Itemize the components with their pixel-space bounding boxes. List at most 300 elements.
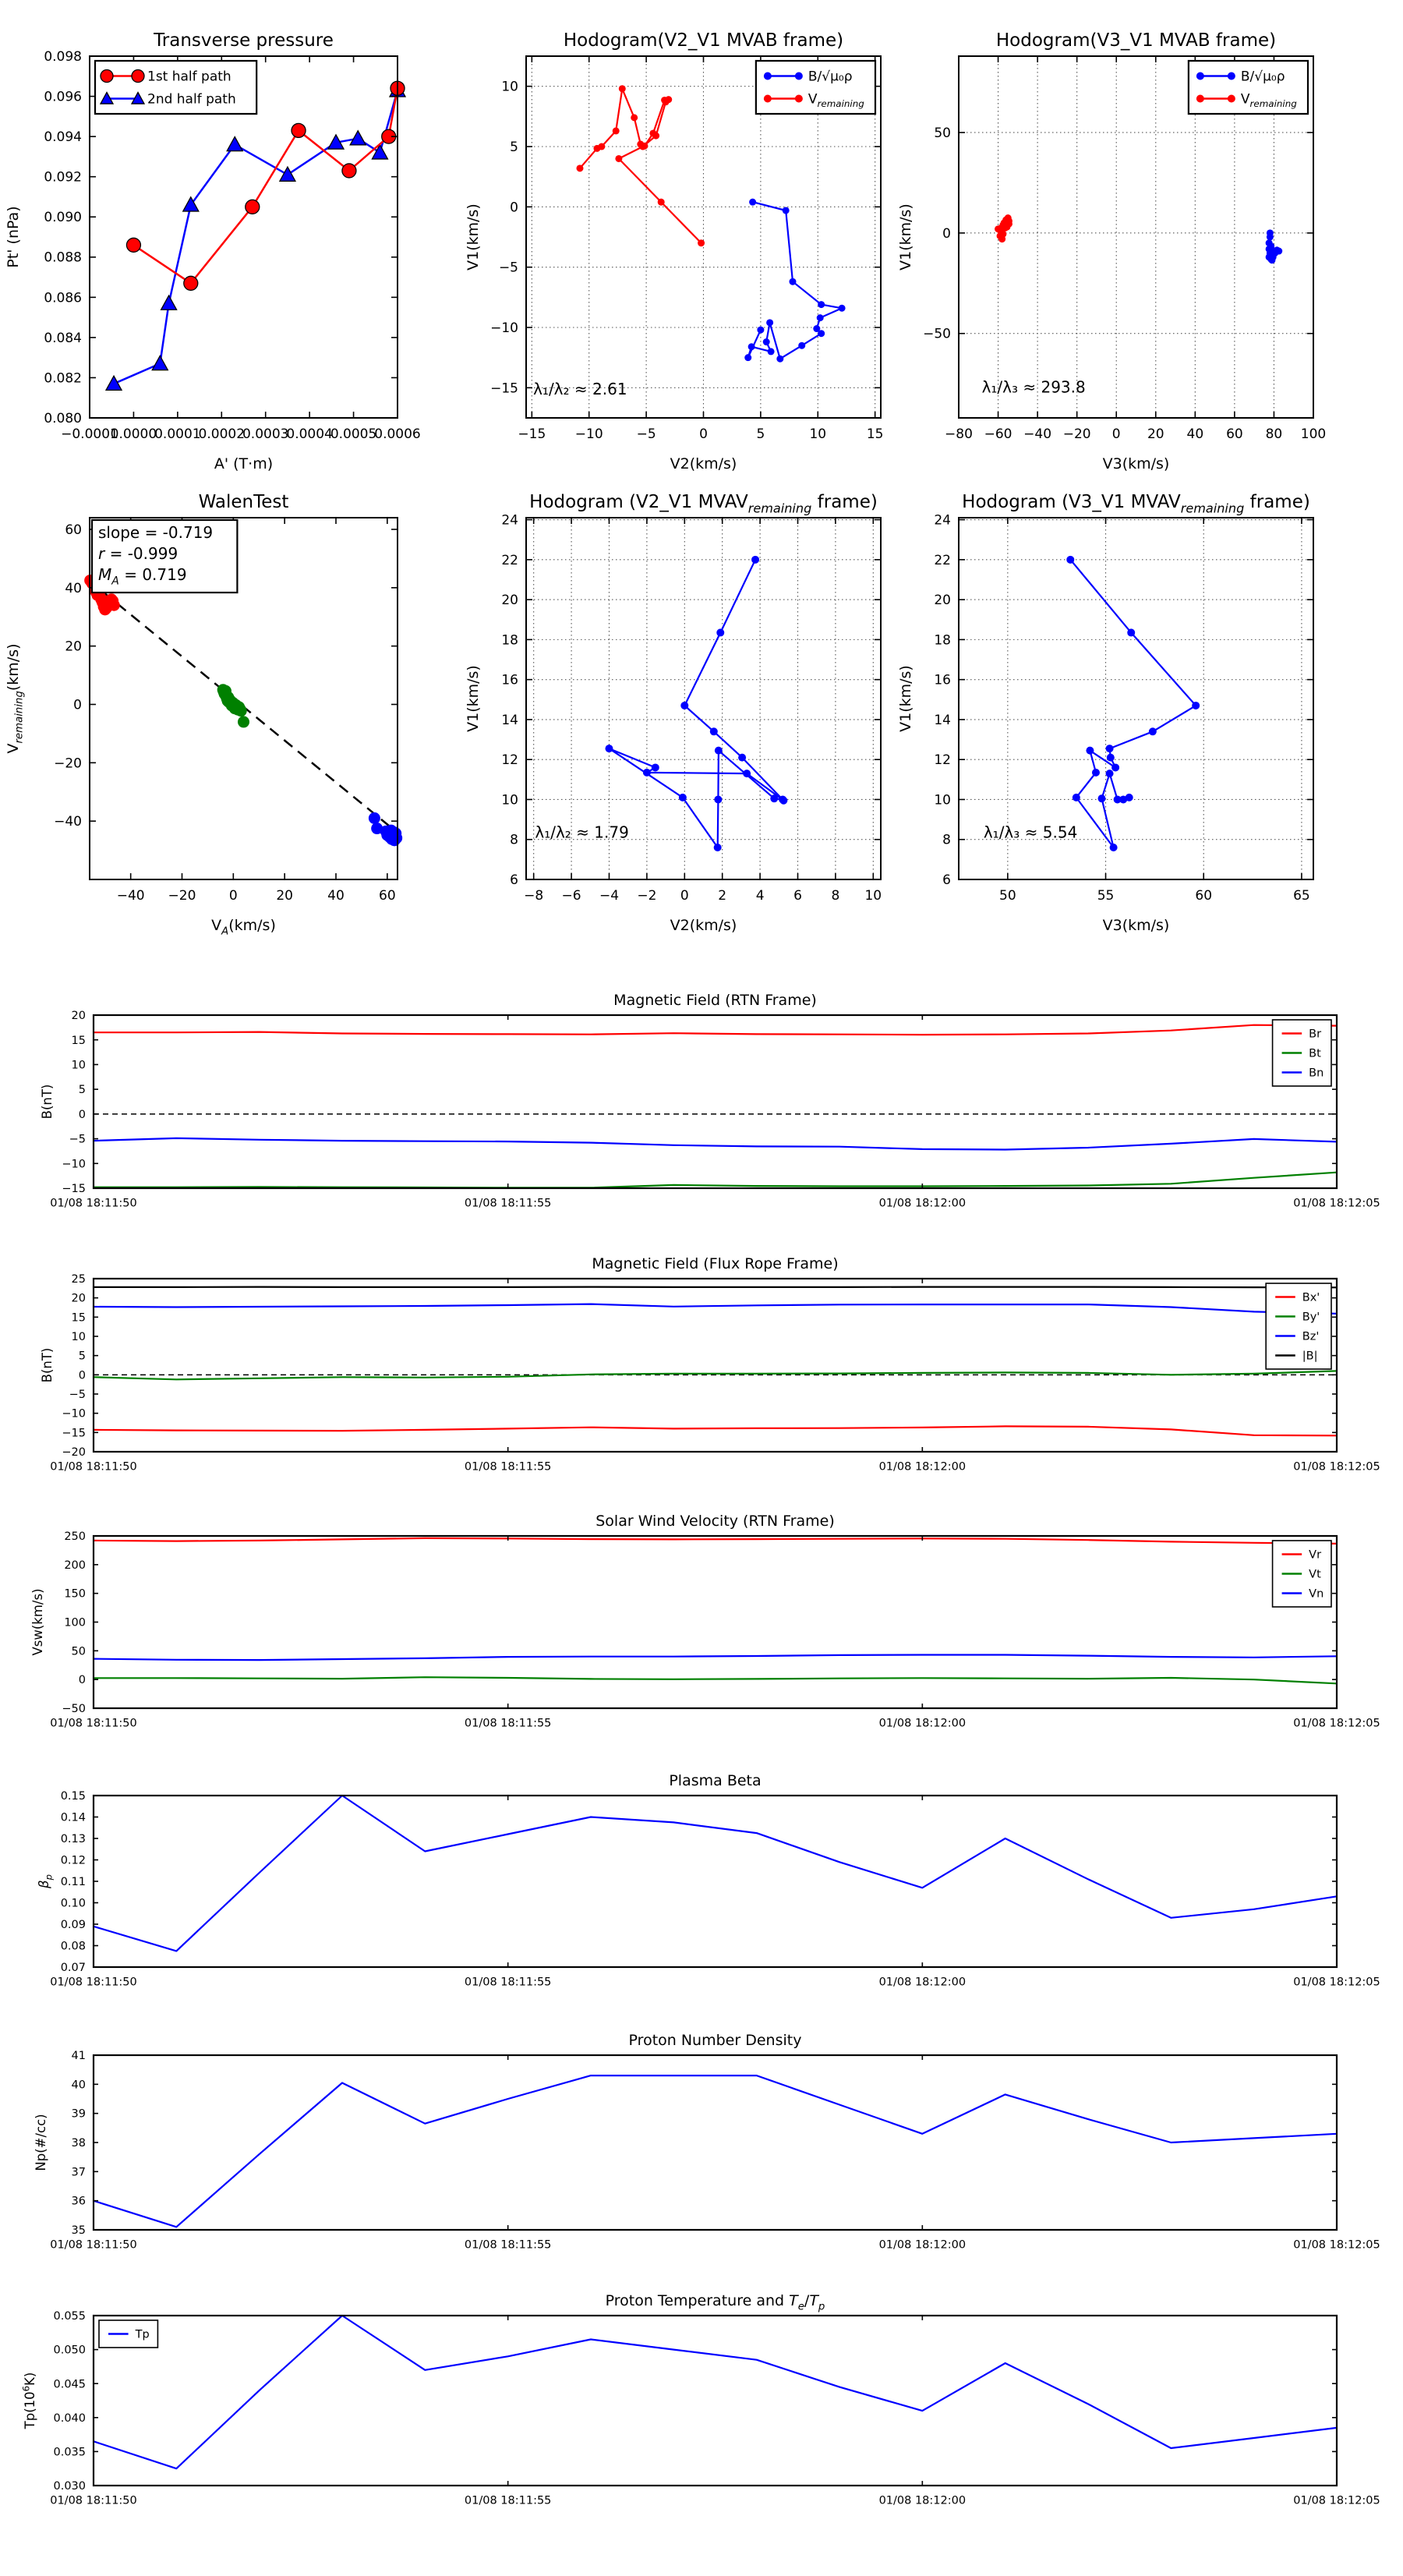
y-tick-label: 8	[942, 832, 951, 848]
x-tick-label: 5	[756, 426, 765, 442]
legend-label: Vr	[1309, 1548, 1322, 1562]
data-point-marker	[631, 114, 638, 121]
y-tick-label: 10	[71, 1059, 86, 1072]
x-tick-label: 01/08 18:12:05	[1293, 1460, 1380, 1474]
x-tick-label: −10	[574, 426, 603, 442]
stats-line: $M_A = 0.719$	[98, 565, 187, 588]
x-tick-label: −20	[168, 888, 196, 904]
legend-label: B/√μ₀ρ	[808, 69, 853, 85]
data-point-marker	[764, 73, 772, 80]
y-tick-label: 12	[934, 752, 951, 769]
data-point-marker	[1192, 702, 1200, 709]
legend-label: Vt	[1309, 1568, 1321, 1581]
y-tick-label: 10	[934, 792, 951, 809]
data-point-marker	[639, 143, 646, 150]
y-tick-label: 15	[71, 1034, 86, 1047]
lambda-ratio-annotation: λ₁/λ₃ ≈ 293.8	[981, 377, 1086, 397]
y-axis-label: $\beta_p$	[37, 1874, 55, 1888]
x-tick-label: 01/08 18:11:55	[464, 1197, 552, 1210]
y-tick-label: 24	[934, 512, 951, 529]
legend-label: Br	[1309, 1028, 1322, 1041]
y-tick-label: 0.098	[44, 48, 82, 65]
y-axis-label: Vsw(km/s)	[30, 1588, 45, 1656]
y-tick-label: −15	[62, 1183, 86, 1196]
data-point-marker	[101, 70, 113, 83]
y-axis-label: Pt' (nPa)	[5, 206, 22, 268]
legend	[95, 61, 256, 114]
y-tick-label: 15	[71, 1311, 86, 1325]
data-point-marker	[605, 745, 613, 752]
x-tick-label: 01/08 18:11:50	[50, 1976, 137, 1989]
data-point-marker	[1196, 73, 1204, 80]
x-tick-label: 60	[1226, 426, 1243, 442]
data-point-marker	[714, 844, 722, 851]
y-tick-label: 6	[942, 872, 951, 888]
y-tick-label: 16	[501, 672, 518, 688]
y-axis-label: V1(km/s)	[465, 665, 482, 732]
x-tick-label: −40	[116, 888, 145, 904]
data-point-marker	[1098, 794, 1106, 802]
x-tick-label: −15	[518, 426, 546, 442]
data-point-marker	[1196, 95, 1204, 103]
data-point-marker	[1110, 844, 1118, 851]
x-tick-label: 0.0002	[198, 426, 246, 442]
y-tick-label: 150	[64, 1587, 86, 1601]
x-tick-label: 01/08 18:12:00	[878, 1460, 967, 1474]
y-axis-label: $V_{remaining}(km/s)$	[5, 643, 26, 754]
y-tick-label: 0.15	[60, 1790, 86, 1803]
legend	[1189, 61, 1308, 114]
x-tick-label: 20	[276, 888, 293, 904]
legend-label: 2nd half path	[147, 91, 236, 108]
y-tick-label: 0.08	[60, 1940, 86, 1953]
data-point-marker	[716, 628, 724, 636]
x-tick-label: 0.0001	[154, 426, 201, 442]
legend	[1273, 1020, 1331, 1086]
legend-label: 1st half path	[147, 69, 231, 85]
data-point-marker	[1106, 770, 1114, 777]
x-tick-label: 60	[1195, 888, 1213, 904]
data-point-marker	[766, 319, 773, 326]
y-tick-label: −20	[54, 755, 82, 772]
y-tick-label: −15	[490, 380, 518, 397]
x-tick-label: −4	[599, 888, 620, 904]
legend-label: $V_{remaining}$	[808, 91, 864, 110]
y-tick-label: 0	[510, 200, 518, 216]
legend-label: $V_{remaining}$	[1240, 91, 1297, 110]
x-tick-label: 10	[809, 426, 827, 442]
y-tick-label: −5	[69, 1133, 86, 1146]
x-tick-label: 01/08 18:11:50	[50, 2494, 137, 2507]
y-tick-label: 0	[78, 1108, 86, 1121]
data-point-marker	[817, 314, 824, 321]
x-axis-label: V2(km/s)	[670, 455, 737, 472]
data-point-marker	[748, 343, 755, 350]
y-tick-label: 36	[71, 2195, 86, 2208]
data-point-marker	[342, 164, 356, 178]
legend-label: Tp	[135, 2328, 150, 2341]
y-tick-label: 0	[942, 225, 951, 242]
data-point-marker	[1002, 221, 1009, 228]
x-axis-label: V3(km/s)	[1102, 917, 1170, 934]
x-tick-label: 01/08 18:12:05	[1293, 2494, 1380, 2507]
x-tick-label: 50	[999, 888, 1016, 904]
y-tick-label: 50	[934, 125, 951, 141]
y-tick-label: 0.080	[44, 410, 82, 426]
x-tick-label: 01/08 18:11:55	[464, 2494, 552, 2507]
x-tick-label: 60	[379, 888, 396, 904]
data-point-marker	[108, 600, 120, 611]
x-tick-label: 01/08 18:11:55	[464, 1460, 552, 1474]
x-tick-label: −40	[1023, 426, 1052, 442]
data-point-marker	[749, 199, 756, 206]
data-point-marker	[698, 239, 705, 246]
x-tick-label: 4	[755, 888, 765, 904]
y-tick-label: −20	[62, 1446, 86, 1460]
y-axis-label: V1(km/s)	[897, 665, 914, 732]
legend-label: By'	[1302, 1311, 1320, 1324]
y-tick-label: 0.10	[60, 1897, 86, 1910]
lambda-ratio-annotation: λ₁/λ₃ ≈ 5.54	[983, 823, 1078, 842]
y-tick-label: 35	[71, 2224, 86, 2238]
legend-label: Vn	[1309, 1587, 1324, 1601]
x-tick-label: 20	[1147, 426, 1164, 442]
y-tick-label: 22	[501, 552, 518, 568]
y-tick-label: 0	[73, 697, 82, 713]
x-tick-label: 0	[699, 426, 708, 442]
x-tick-label: −2	[637, 888, 657, 904]
data-point-marker	[663, 98, 670, 105]
y-axis-label: V1(km/s)	[465, 203, 482, 271]
y-tick-label: 24	[501, 512, 518, 529]
data-point-marker	[1111, 763, 1119, 771]
y-tick-label: 10	[501, 792, 518, 809]
data-point-marker	[184, 276, 198, 290]
data-point-marker	[1268, 257, 1275, 264]
data-point-marker	[292, 123, 306, 137]
y-tick-label: 39	[71, 2107, 86, 2121]
x-tick-label: 40	[1186, 426, 1204, 442]
y-tick-label: 0.082	[44, 370, 82, 387]
x-tick-label: 01/08 18:11:55	[464, 1976, 552, 1989]
y-tick-label: 0	[78, 1674, 86, 1687]
lambda-ratio-annotation: λ₁/λ₂ ≈ 1.79	[535, 823, 629, 842]
x-tick-label: 01/08 18:12:05	[1293, 1717, 1380, 1730]
x-tick-label: 01/08 18:11:50	[50, 1197, 137, 1210]
y-tick-label: 0.12	[60, 1854, 86, 1867]
x-tick-label: 0	[680, 888, 689, 904]
data-point-marker	[132, 70, 144, 83]
data-point-marker	[779, 797, 787, 805]
data-point-marker	[710, 727, 718, 735]
y-tick-label: 0.094	[44, 129, 82, 146]
data-point-marker	[1066, 556, 1074, 564]
x-axis-label: V2(km/s)	[670, 917, 737, 934]
x-tick-label: 8	[831, 888, 840, 904]
data-point-marker	[763, 338, 770, 345]
y-tick-label: 0.086	[44, 290, 82, 306]
y-tick-label: 20	[65, 639, 82, 655]
series-|B|	[94, 1287, 1337, 1288]
chart-title: Proton Number Density	[628, 2032, 802, 2049]
data-point-marker	[770, 794, 778, 802]
data-point-marker	[235, 705, 247, 717]
stats-line: slope = -0.719	[98, 523, 214, 542]
y-tick-label: 0.11	[60, 1876, 86, 1889]
x-tick-label: 0.0005	[330, 426, 377, 442]
data-point-marker	[576, 165, 583, 172]
x-tick-label: 0.0000	[110, 426, 157, 442]
x-tick-label: 15	[866, 426, 884, 442]
x-tick-label: 01/08 18:12:00	[878, 1976, 967, 1989]
x-tick-label: 65	[1293, 888, 1310, 904]
y-tick-label: 0.14	[60, 1811, 86, 1824]
y-tick-label: 0.050	[53, 2344, 86, 2357]
x-tick-label: −80	[945, 426, 973, 442]
y-tick-label: 250	[64, 1530, 86, 1544]
data-point-marker	[1086, 747, 1094, 755]
data-point-marker	[764, 95, 772, 103]
x-tick-label: 01/08 18:12:05	[1293, 1197, 1380, 1210]
y-tick-label: 37	[71, 2166, 86, 2179]
data-point-marker	[1149, 727, 1157, 735]
data-point-marker	[652, 763, 659, 771]
data-point-marker	[1126, 794, 1133, 801]
y-tick-label: 0.055	[53, 2310, 86, 2323]
y-axis-label: Np(#/cc)	[34, 2114, 48, 2171]
y-tick-label: 20	[934, 593, 951, 609]
y-axis-label: B(nT)	[40, 1084, 55, 1120]
chart-title: Hodogram(V3_V1 MVAB frame)	[995, 30, 1277, 51]
data-point-marker	[1073, 794, 1080, 801]
y-axis-label: B(nT)	[40, 1347, 55, 1383]
data-point-marker	[818, 301, 825, 308]
lambda-ratio-annotation: λ₁/λ₂ ≈ 2.61	[533, 379, 627, 398]
y-tick-label: −5	[69, 1389, 86, 1402]
x-tick-label: 01/08 18:11:50	[50, 1717, 137, 1730]
y-tick-label: 50	[71, 1645, 86, 1658]
y-tick-label: 0.090	[44, 210, 82, 226]
data-point-marker	[369, 812, 380, 824]
legend	[99, 2320, 157, 2348]
data-point-marker	[839, 305, 846, 312]
y-tick-label: 10	[501, 79, 518, 95]
data-point-marker	[680, 702, 688, 709]
y-tick-label: 10	[71, 1331, 86, 1344]
y-tick-label: 20	[71, 1292, 86, 1305]
data-point-marker	[751, 556, 759, 564]
y-tick-label: 0.096	[44, 89, 82, 105]
data-point-marker	[386, 833, 398, 845]
data-point-marker	[1107, 754, 1115, 762]
y-tick-label: −50	[923, 326, 951, 342]
data-point-marker	[598, 143, 605, 150]
y-tick-label: 0.045	[53, 2378, 86, 2391]
y-tick-label: 5	[510, 139, 518, 155]
data-point-marker	[1228, 95, 1235, 103]
data-point-marker	[999, 231, 1006, 238]
y-tick-label: 100	[64, 1616, 86, 1629]
chart-title: Proton Temperature and $T_e/T_p$	[605, 2292, 825, 2313]
data-point-marker	[715, 747, 723, 755]
x-tick-label: 40	[327, 888, 345, 904]
x-tick-label: 01/08 18:11:55	[464, 2238, 552, 2252]
y-tick-label: 41	[71, 2050, 86, 2063]
data-point-marker	[714, 795, 722, 803]
y-tick-label: 40	[71, 2079, 86, 2092]
chart-title: Transverse pressure	[154, 30, 334, 51]
y-tick-label: 38	[71, 2137, 86, 2150]
stats-box	[92, 520, 237, 593]
x-tick-label: 0	[1111, 426, 1121, 442]
data-point-marker	[615, 155, 622, 162]
data-point-marker	[783, 207, 790, 214]
y-tick-label: −50	[62, 1703, 86, 1716]
x-tick-label: 01/08 18:12:05	[1293, 2238, 1380, 2252]
x-tick-label: 80	[1265, 426, 1283, 442]
y-tick-label: 200	[64, 1559, 86, 1572]
stats-line: r = -0.999	[98, 544, 178, 563]
data-point-marker	[1127, 628, 1135, 636]
y-tick-label: −5	[498, 260, 518, 276]
data-point-marker	[1092, 769, 1100, 777]
chart-title: Magnetic Field (Flux Rope Frame)	[592, 1255, 839, 1272]
data-point-marker	[798, 342, 805, 349]
legend-label: Bt	[1309, 1047, 1321, 1060]
legend-label: Bn	[1309, 1067, 1324, 1080]
chart-title: WalenTest	[198, 492, 289, 512]
x-tick-label: −0.0001	[61, 426, 118, 442]
y-tick-label: 8	[510, 832, 518, 848]
legend	[1273, 1541, 1331, 1607]
data-point-marker	[1106, 745, 1114, 752]
data-point-marker	[1228, 73, 1235, 80]
data-point-marker	[743, 770, 751, 777]
chart-title: Magnetic Field (RTN Frame)	[613, 992, 817, 1009]
legend-label: Bx'	[1302, 1291, 1320, 1304]
y-tick-label: 0.030	[53, 2480, 86, 2493]
x-tick-label: 01/08 18:12:05	[1293, 1976, 1380, 1989]
y-tick-label: −10	[62, 1407, 86, 1421]
x-tick-label: 01/08 18:12:00	[878, 1197, 967, 1210]
x-tick-label: 01/08 18:11:50	[50, 2238, 137, 2252]
legend-label: |B|	[1302, 1350, 1318, 1363]
data-point-marker	[619, 85, 626, 92]
x-tick-label: −6	[561, 888, 581, 904]
x-tick-label: 100	[1300, 426, 1327, 442]
x-tick-label: 2	[718, 888, 727, 904]
y-tick-label: 20	[501, 593, 518, 609]
y-axis-label: V1(km/s)	[897, 203, 914, 271]
data-point-marker	[738, 754, 746, 762]
data-point-marker	[643, 769, 651, 777]
x-tick-label: 01/08 18:11:50	[50, 1460, 137, 1474]
y-tick-label: 0.035	[53, 2446, 86, 2459]
x-axis-label: $V_A(km/s)$	[211, 917, 276, 938]
x-tick-label: 0	[228, 888, 238, 904]
data-point-marker	[652, 133, 659, 140]
data-point-marker	[238, 716, 249, 727]
data-point-marker	[795, 73, 803, 80]
y-tick-label: 25	[71, 1273, 86, 1286]
y-tick-label: 0.07	[60, 1962, 86, 1975]
x-axis-label: A' (T·m)	[214, 455, 274, 472]
chart-title: Plasma Beta	[669, 1772, 762, 1789]
data-point-marker	[795, 95, 803, 103]
x-tick-label: 01/08 18:12:00	[878, 2238, 967, 2252]
y-tick-label: −10	[490, 320, 518, 336]
y-tick-label: 5	[78, 1084, 86, 1097]
data-point-marker	[776, 356, 783, 363]
y-tick-label: 12	[501, 752, 518, 769]
y-tick-label: 5	[78, 1350, 86, 1363]
y-tick-label: 14	[501, 712, 518, 728]
y-tick-label: 6	[510, 872, 518, 888]
chart-title: Hodogram(V2_V1 MVAB frame)	[563, 30, 844, 51]
data-point-marker	[818, 330, 825, 337]
data-point-marker	[768, 348, 775, 355]
y-tick-label: 16	[934, 672, 951, 688]
y-tick-label: 18	[501, 632, 518, 649]
legend-label: B/√μ₀ρ	[1240, 69, 1285, 85]
y-tick-label: 20	[71, 1010, 86, 1023]
x-tick-label: 01/08 18:12:00	[878, 1717, 967, 1730]
chart-title: Hodogram (V3_V1 $MVAV_{remaining}$ frame)	[962, 492, 1310, 516]
x-tick-label: −8	[524, 888, 544, 904]
x-tick-label: 55	[1097, 888, 1115, 904]
x-axis-label: V3(km/s)	[1102, 455, 1170, 472]
series-line	[94, 1287, 1337, 1288]
legend-label: Bz'	[1302, 1330, 1320, 1343]
x-tick-label: −20	[1062, 426, 1091, 442]
data-point-marker	[658, 199, 665, 206]
x-tick-label: 0.0004	[286, 426, 333, 442]
y-tick-label: 0.13	[60, 1833, 86, 1846]
y-tick-label: −10	[62, 1158, 86, 1171]
y-tick-label: 0.09	[60, 1919, 86, 1932]
y-tick-label: 0.040	[53, 2411, 86, 2425]
y-tick-label: 14	[934, 712, 951, 728]
data-point-marker	[246, 200, 260, 214]
data-point-marker	[613, 127, 620, 134]
y-tick-label: 0	[78, 1369, 86, 1382]
x-tick-label: 10	[864, 888, 882, 904]
legend	[1266, 1283, 1331, 1369]
data-point-marker	[757, 327, 764, 334]
chart-title: Hodogram (V2_V1 $MVAV_{remaining}$ frame)	[529, 492, 878, 516]
y-tick-label: 0.084	[44, 330, 82, 346]
y-tick-label: −40	[54, 814, 82, 830]
data-point-marker	[679, 794, 687, 801]
y-tick-label: 22	[934, 552, 951, 568]
x-tick-label: 0.0006	[374, 426, 421, 442]
y-tick-label: −15	[62, 1427, 86, 1440]
chart-title: Solar Wind Velocity (RTN Frame)	[595, 1513, 835, 1530]
x-tick-label: −60	[984, 426, 1012, 442]
x-tick-label: 6	[793, 888, 802, 904]
y-tick-label: 0.092	[44, 169, 82, 186]
data-point-marker	[789, 278, 796, 285]
data-point-marker	[126, 238, 140, 252]
y-tick-label: 40	[65, 580, 82, 596]
x-tick-label: −5	[636, 426, 656, 442]
y-tick-label: 18	[934, 632, 951, 649]
y-tick-label: 0.088	[44, 249, 82, 266]
y-tick-label: 60	[65, 522, 82, 538]
x-tick-label: 01/08 18:12:00	[878, 2494, 967, 2507]
legend	[756, 61, 875, 114]
y-axis-label: $Tp(10^6K)$	[20, 2372, 37, 2429]
